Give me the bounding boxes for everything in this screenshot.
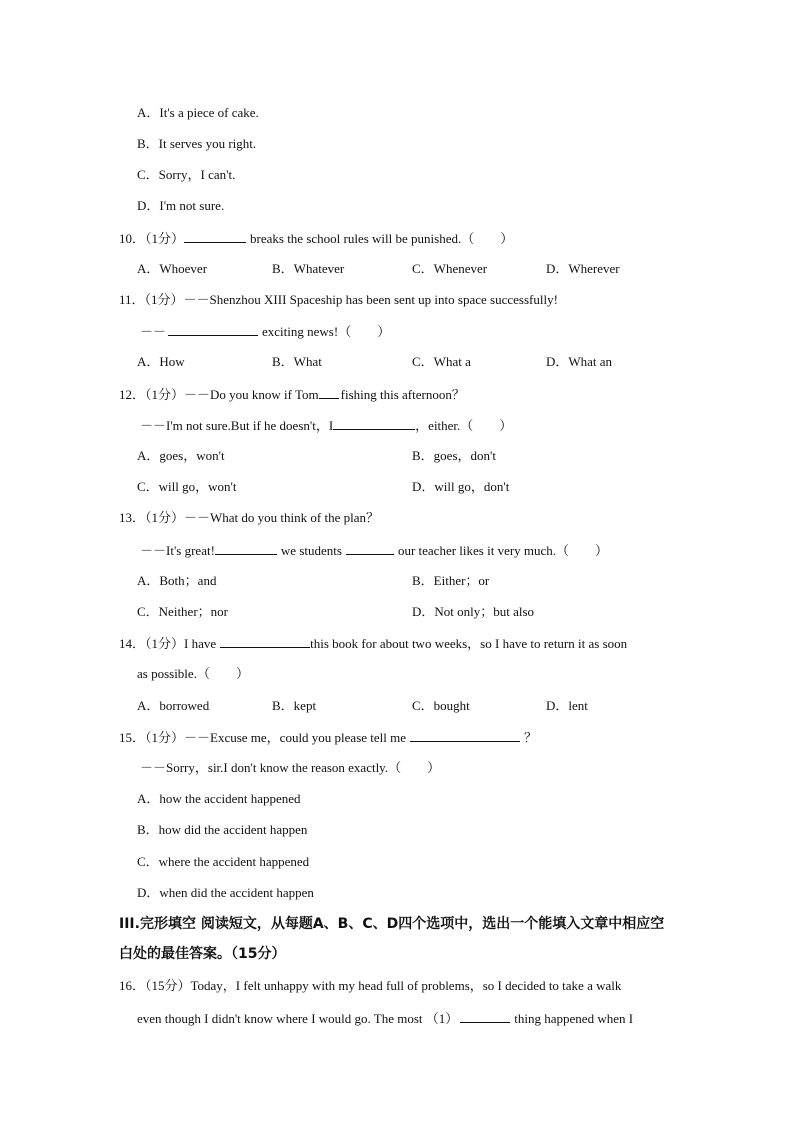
q12-blank-1 xyxy=(319,386,339,399)
q13-stem: 13．（1分）－－What do you think of the plan？ xyxy=(119,510,379,525)
q12-option-c: C．will go，won't xyxy=(137,479,237,494)
q11-response-prefix: －－ xyxy=(140,324,167,339)
q12-option-a: A．goes，won't xyxy=(137,448,225,463)
q16-passage-suffix: thing happened when I xyxy=(514,1011,634,1026)
q10-text: breaks the school rules will be punished.（ ） xyxy=(250,231,514,246)
q12-stem-suffix: fishing this afternoon？ xyxy=(340,387,465,402)
q15-option-d: D．when did the accident happen xyxy=(137,885,314,900)
q11-option-d: D．What an xyxy=(546,354,613,369)
q13-option-c: C．Neither；nor xyxy=(137,604,228,619)
q13-blank-2 xyxy=(346,542,394,555)
q12-stem xyxy=(119,386,465,403)
q15-blank xyxy=(410,729,520,742)
q10-option-a: A．Whoever xyxy=(137,261,208,276)
q16-passage-line-1: 16．（15分）Today，I felt unhappy with my head full of problems，so I decided to take a walk xyxy=(119,978,622,993)
q11-blank xyxy=(168,323,258,336)
q11-response xyxy=(140,323,390,340)
q12-response-suffix: ，either.（ ） xyxy=(415,418,513,433)
q12-response-prefix: －－I'm not sure.But if he doesn't，I xyxy=(140,418,334,433)
q16-blank-1 xyxy=(460,1010,510,1023)
q15-option-c: C．where the accident happened xyxy=(137,854,310,869)
q12-option-d: D．will go，don't xyxy=(412,479,510,494)
q14-blank xyxy=(220,635,310,648)
q10-option-c: C．Whenever xyxy=(412,261,488,276)
q15-stem xyxy=(119,729,537,746)
q12-response xyxy=(140,417,512,434)
q11-stem: 11．（1分）－－Shenzhou XIII Spaceship has been sent up into space successfully! xyxy=(119,292,558,307)
q11-option-a: A．How xyxy=(137,354,185,369)
section-3-heading: III.完形填空 阅读短文，从每题A、B、C、D四个选项中，选出一个能填入文章中相应空 xyxy=(119,916,665,932)
q15-stem-prefix: 15．（1分）－－Excuse me，could you please tell me xyxy=(119,730,407,745)
q9-option-c: C．Sorry，I can't. xyxy=(137,167,236,182)
q10-blank xyxy=(184,230,246,243)
q9-option-d: D．I'm not sure. xyxy=(137,198,225,213)
q12-option-b: B．goes，don't xyxy=(412,448,496,463)
q15-option-a: A．how the accident happened xyxy=(137,791,301,806)
q10-number: 10．（1分） xyxy=(119,231,185,246)
q16-passage-line-2 xyxy=(137,1010,633,1027)
q11-option-c: C．What a xyxy=(412,354,471,369)
q16-passage-prefix: even though I didn't know where I would go. The most （1） xyxy=(137,1011,459,1026)
q13-option-a: A．Both；and xyxy=(137,573,217,588)
q14-stem xyxy=(119,635,627,652)
q13-response-suffix: our teacher likes it very much.（ ） xyxy=(397,543,609,558)
q14-stem-suffix: this book for about two weeks，so I have to return it as soon xyxy=(310,636,628,651)
q13-response-mid: we students xyxy=(280,543,342,558)
q12-stem-prefix: 12．（1分）－－Do you know if Tom xyxy=(119,387,319,402)
q12-blank-2 xyxy=(333,417,415,430)
q10-option-d: D．Wherever xyxy=(546,261,620,276)
q14-option-a: A．borrowed xyxy=(137,698,210,713)
q13-response xyxy=(140,542,608,559)
q14-stem-continued: as possible.（ ） xyxy=(137,666,249,681)
q14-option-c: C．bought xyxy=(412,698,470,713)
q15-option-b: B．how did the accident happen xyxy=(137,822,308,837)
q15-response: －－Sorry，sir.I don't know the reason exactly.（ ） xyxy=(140,760,441,775)
q9-option-a: A．It's a piece of cake. xyxy=(137,105,259,120)
section-3-heading-continued: 白处的最佳答案。（15分） xyxy=(119,946,286,962)
q10-option-b: B．Whatever xyxy=(272,261,345,276)
q15-stem-suffix: ？ xyxy=(524,730,538,745)
q9-option-b: B．It serves you right. xyxy=(137,136,257,151)
q14-option-b: B．kept xyxy=(272,698,317,713)
q13-option-d: D．Not only；but also xyxy=(412,604,535,619)
q13-response-prefix: －－It's great! xyxy=(140,543,215,558)
q13-option-b: B．Either；or xyxy=(412,573,490,588)
q10-stem xyxy=(119,230,513,247)
q11-response-suffix: exciting news!（ ） xyxy=(262,324,391,339)
q11-option-b: B．What xyxy=(272,354,322,369)
q14-stem-prefix: 14．（1分）I have xyxy=(119,636,217,651)
q14-option-d: D．lent xyxy=(546,698,588,713)
q13-blank-1 xyxy=(215,542,277,555)
